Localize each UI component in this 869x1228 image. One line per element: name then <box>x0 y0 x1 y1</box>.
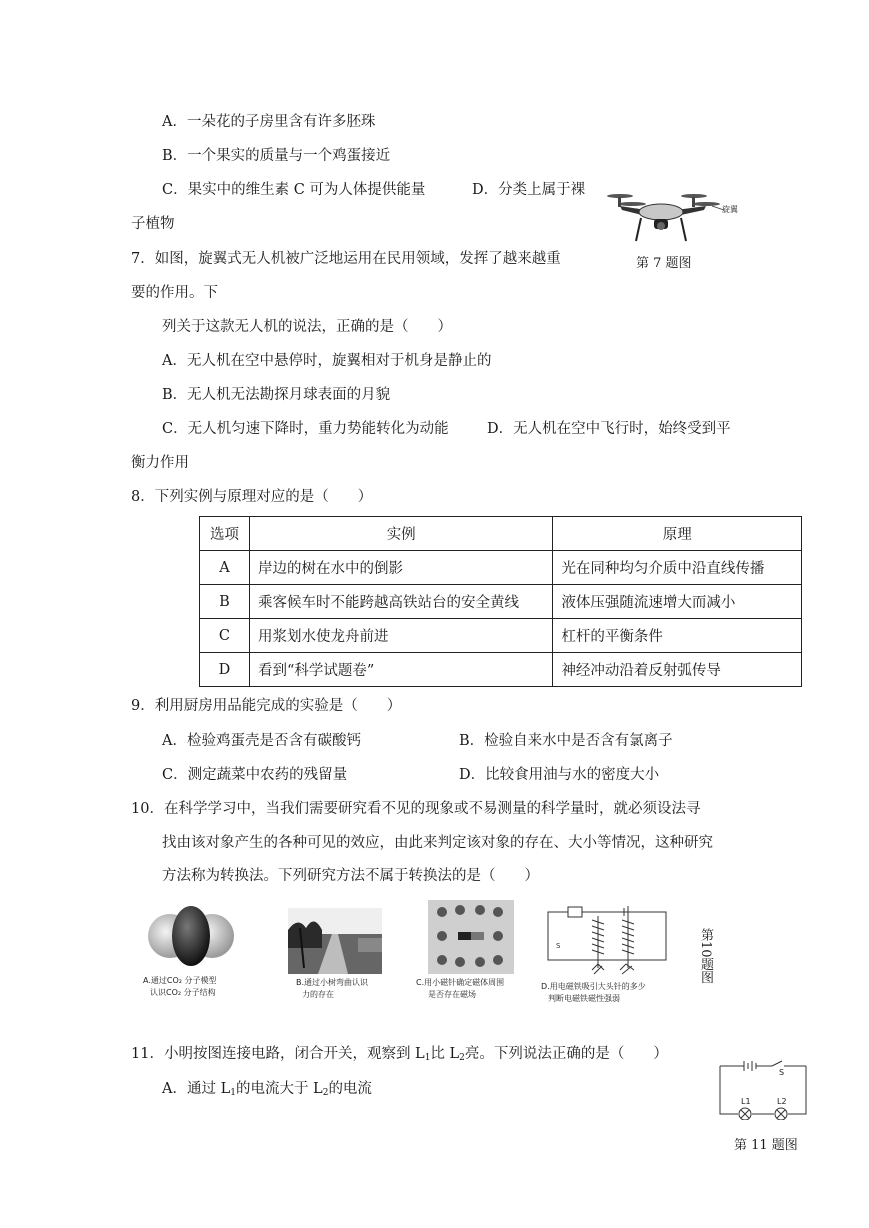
row-option: A <box>200 551 250 585</box>
table-row <box>200 585 802 619</box>
q9-option-d: D．比较食用油与水的密度大小 <box>459 767 660 783</box>
q11-fig-l2-label: L2 <box>777 1097 787 1106</box>
svg-text:S: S <box>556 942 561 950</box>
q7-figure-caption: 第 7 题图 <box>636 256 692 271</box>
q8-table <box>199 516 802 687</box>
q9-option-c: C．测定蔬菜中农药的残留量 <box>162 767 348 783</box>
q11-stem-text-1: 11．小明按图连接电路，闭合开关，观察到 L <box>131 1046 425 1062</box>
q7-option-d-continued: 衡力作用 <box>131 455 189 471</box>
q11-l1-subscript: 1 <box>424 1053 431 1063</box>
q11-option-a-l2-subscript: 2 <box>322 1088 329 1098</box>
table-header-row <box>200 517 802 551</box>
table-row <box>200 653 802 687</box>
q6-option-d-continued: 子植物 <box>131 216 175 232</box>
row-example: 岸边的树在水中的倒影 <box>249 551 552 585</box>
q10-fig-b-label-2: 力的存在 <box>302 990 334 999</box>
q10-stem-line1: 10．在科学学习中，当我们需要研究看不见的现象或不易测量的科学量时，就必须设法寻 <box>131 801 701 817</box>
q10-figure-caption: 第10题图 <box>698 928 713 984</box>
q10-stem-line2: 找由该对象产生的各种可见的效应，由此来判定该对象的存在、大小等情况，这种研究 <box>162 835 713 851</box>
row-principle: 杠杆的平衡条件 <box>553 619 802 653</box>
row-option: C <box>200 619 250 653</box>
q10-fig-d-label-1: D.用电磁铁吸引大头针的多少 <box>541 982 646 991</box>
q6-option-c: C．果实中的维生素 C 可为人体提供能量 <box>162 182 426 198</box>
q10-fig-a-label-1: A.通过CO₂ 分子模型 <box>143 976 217 985</box>
q8-stem: 8．下列实例与原理对应的是（ ） <box>131 489 373 505</box>
q11-fig-l1-label: L1 <box>741 1097 751 1106</box>
compass-magnet-photo <box>428 900 514 974</box>
row-principle: 神经冲动沿着反射弧传导 <box>553 653 802 687</box>
row-example: 乘客候车时不能跨越高铁站台的安全黄线 <box>249 585 552 619</box>
electromagnet-circuit-diagram <box>544 904 668 978</box>
table-row <box>200 551 802 585</box>
header-principle: 原理 <box>553 517 802 551</box>
q11-option-a <box>162 1079 372 1103</box>
q11-fig-switch-label: S <box>779 1068 785 1077</box>
q7-option-a: A．无人机在空中悬停时，旋翼相对于机身是静止的 <box>162 353 492 369</box>
row-example: 看到“科学试题卷” <box>249 653 552 687</box>
q10-fig-b-label-1: B.通过小树弯曲认识 <box>296 978 369 987</box>
q7-stem-line2: 要的作用。下 <box>131 285 218 301</box>
q11-option-a-text-1: A．通过 L <box>162 1081 231 1097</box>
q11-option-a-l1-subscript: 1 <box>230 1088 236 1098</box>
q10-fig-a-label-2: 认识CO₂ 分子结构 <box>150 988 216 997</box>
drone-figure <box>606 186 746 246</box>
header-example: 实例 <box>249 517 552 551</box>
q11-stem <box>131 1044 668 1068</box>
row-option: B <box>200 585 250 619</box>
header-option: 选项 <box>200 517 250 551</box>
drone-rotor-label: 旋翼 <box>722 205 738 214</box>
q11-stem-text-2: 比 L <box>430 1046 460 1062</box>
q7-stem-line3: 列关于这款无人机的说法，正确的是（ ） <box>162 319 452 335</box>
q9-option-a: A．检验鸡蛋壳是否含有碳酸钙 <box>162 733 361 749</box>
co2-model-image <box>146 900 236 970</box>
row-option: D <box>200 653 250 687</box>
tree-bending-photo <box>288 908 382 974</box>
q11-figure-caption: 第 11 题图 <box>734 1138 798 1153</box>
q9-option-b: B．检验自来水中是否含有氯离子 <box>459 733 673 749</box>
q6-option-b: B．一个果实的质量与一个鸡蛋接近 <box>162 148 391 164</box>
row-principle: 液体压强随流速增大而减小 <box>553 585 802 619</box>
q11-option-a-text-2: 的电流大于 L <box>235 1081 323 1097</box>
row-principle: 光在同种均匀介质中沿直线传播 <box>553 551 802 585</box>
q10-fig-c-label-1: C.用小磁针确定磁体周围 <box>416 978 505 987</box>
row-example: 用浆划水使龙舟前进 <box>249 619 552 653</box>
q6-option-a: A．一朵花的子房里含有许多胚珠 <box>162 114 376 130</box>
q11-l2-subscript: 2 <box>459 1053 465 1063</box>
q7-option-d: D．无人机在空中飞行时，始终受到平 <box>487 421 731 437</box>
q10-fig-d-label-2: 判断电磁铁磁性强弱 <box>548 994 620 1003</box>
q6-option-d: D．分类上属于裸 <box>472 182 586 198</box>
q11-stem-text-3: 亮。下列说法正确的是（ ） <box>464 1046 668 1062</box>
q11-option-a-text-3: 的电流 <box>328 1081 372 1097</box>
q7-option-b: B．无人机无法勘探月球表面的月貌 <box>162 387 391 403</box>
q7-stem-line1: 7．如图，旋翼式无人机被广泛地运用在民用领域，发挥了越来越重 <box>131 251 561 267</box>
q9-stem: 9．利用厨房用品能完成的实验是（ ） <box>131 698 402 714</box>
table-row <box>200 619 802 653</box>
q10-stem-line3: 方法称为转换法。下列研究方法不属于转换法的是（ ） <box>162 868 539 884</box>
q10-fig-c-label-2: 是否存在磁场 <box>428 990 476 999</box>
q7-option-c: C．无人机匀速下降时，重力势能转化为动能 <box>162 421 449 437</box>
series-circuit-diagram <box>716 1060 812 1120</box>
